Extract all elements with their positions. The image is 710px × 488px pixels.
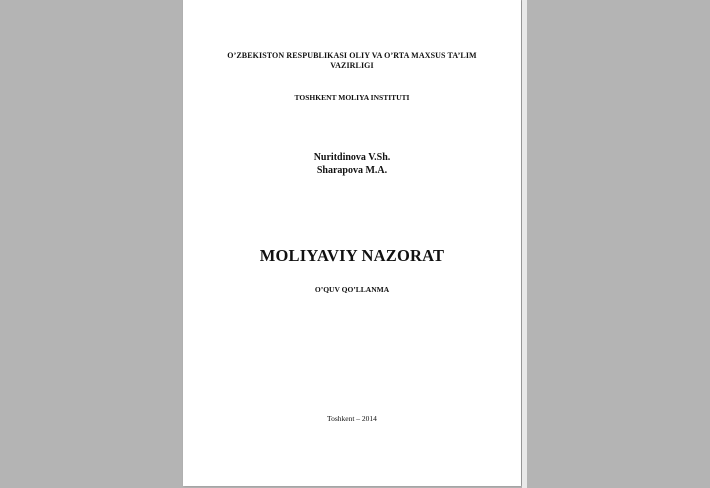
author-2: Sharapova M.A.	[316, 165, 388, 176]
document-page	[183, 0, 521, 486]
ministry-heading	[183, 51, 521, 71]
institute-name: TOSHKENT MOLIYA INSTITUTI	[294, 93, 410, 102]
document-subtitle: O’QUV QO’LLANMA	[314, 285, 390, 294]
document-title: MOLIYAVIY NAZORAT	[259, 246, 445, 265]
next-page-edge	[522, 0, 527, 488]
ministry-line-1: O’ZBEKISTON RESPUBLIKASI OLIY VA O’RTA MAXSUS TA’LIM	[227, 51, 477, 60]
author-1: Nuritdinova V.Sh.	[313, 152, 391, 163]
ministry-line-2: VAZIRLIGI	[330, 61, 374, 70]
publication-place-year: Toshkent – 2014	[327, 414, 377, 423]
